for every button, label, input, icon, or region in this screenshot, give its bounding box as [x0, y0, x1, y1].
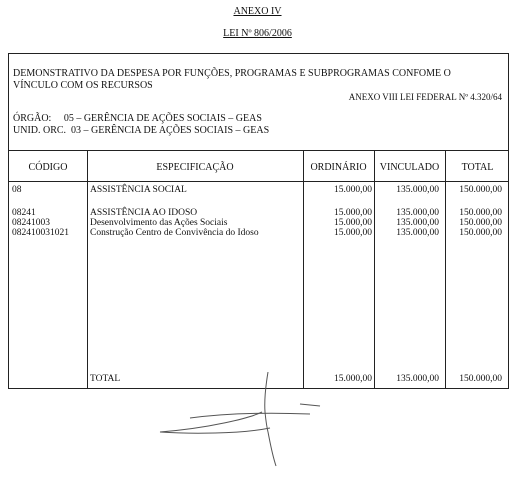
- total-total: 150.000,00: [459, 374, 502, 384]
- column-header-especificacao: ESPECIFICAÇÃO: [156, 162, 234, 173]
- cell-especificacao: Desenvolvimento das Ações Sociais: [90, 218, 228, 228]
- total-ordinario: 15.000,00: [334, 374, 372, 384]
- table-header-border: [9, 181, 508, 182]
- total-vinculado: 135.000,00: [396, 374, 439, 384]
- legal-reference: ANEXO VIII LEI FEDERAL Nº 4.320/64: [348, 92, 502, 102]
- law-title: LEI Nº 806/2006: [223, 28, 292, 39]
- total-label: TOTAL: [90, 374, 121, 384]
- cell-vinculado: 135.000,00: [396, 185, 439, 195]
- cell-codigo: 08241003: [12, 218, 50, 228]
- table-row: [9, 185, 508, 196]
- column-header-vinculado: VINCULADO: [379, 162, 440, 173]
- table-row: [9, 228, 508, 239]
- cell-vinculado: 135.000,00: [396, 228, 439, 238]
- unid-orc-line: UNID. ORC. 03 – GERÊNCIA DE AÇÕES SOCIAIS – GEAS: [13, 125, 270, 136]
- cell-total: 150.000,00: [459, 228, 502, 238]
- cell-codigo: 08: [12, 185, 22, 195]
- expense-statement-box: [8, 53, 509, 389]
- cell-codigo: 082410031021: [12, 228, 69, 238]
- cell-total: 150.000,00: [459, 218, 502, 228]
- annex-title: ANEXO IV: [233, 6, 282, 17]
- column-header-ordinario: ORDINÁRIO: [310, 162, 367, 173]
- orgao-line: ÓRGÃO: 05 – GERÊNCIA DE AÇÕES SOCIAIS – GEAS: [13, 113, 262, 124]
- column-header-codigo: CÓDIGO: [28, 162, 68, 173]
- cell-ordinario: 15.000,00: [334, 218, 372, 228]
- cell-especificacao: ASSISTÊNCIA AO IDOSO: [90, 208, 198, 218]
- cell-codigo: 08241: [12, 208, 36, 218]
- statement-title-line2: VÍNCULO COM OS RECURSOS: [13, 80, 153, 91]
- cell-ordinario: 15.000,00: [334, 228, 372, 238]
- cell-ordinario: 15.000,00: [334, 185, 372, 195]
- cell-total: 150.000,00: [459, 185, 502, 195]
- cell-vinculado: 135.000,00: [396, 218, 439, 228]
- table-top-border: [9, 150, 508, 151]
- statement-title-line1: DEMONSTRATIVO DA DESPESA POR FUNÇÕES, PROGRAMAS E SUBPROGRAMAS CONFOME O: [13, 68, 451, 79]
- cell-total: 150.000,00: [459, 208, 502, 218]
- cell-especificacao: Construção Centro de Convivência do Idoso: [90, 228, 259, 238]
- cell-especificacao: ASSISTÊNCIA SOCIAL: [90, 185, 187, 195]
- cell-ordinario: 15.000,00: [334, 208, 372, 218]
- cell-vinculado: 135.000,00: [396, 208, 439, 218]
- column-header-total: TOTAL: [461, 162, 494, 173]
- handwritten-signature: [150, 372, 340, 472]
